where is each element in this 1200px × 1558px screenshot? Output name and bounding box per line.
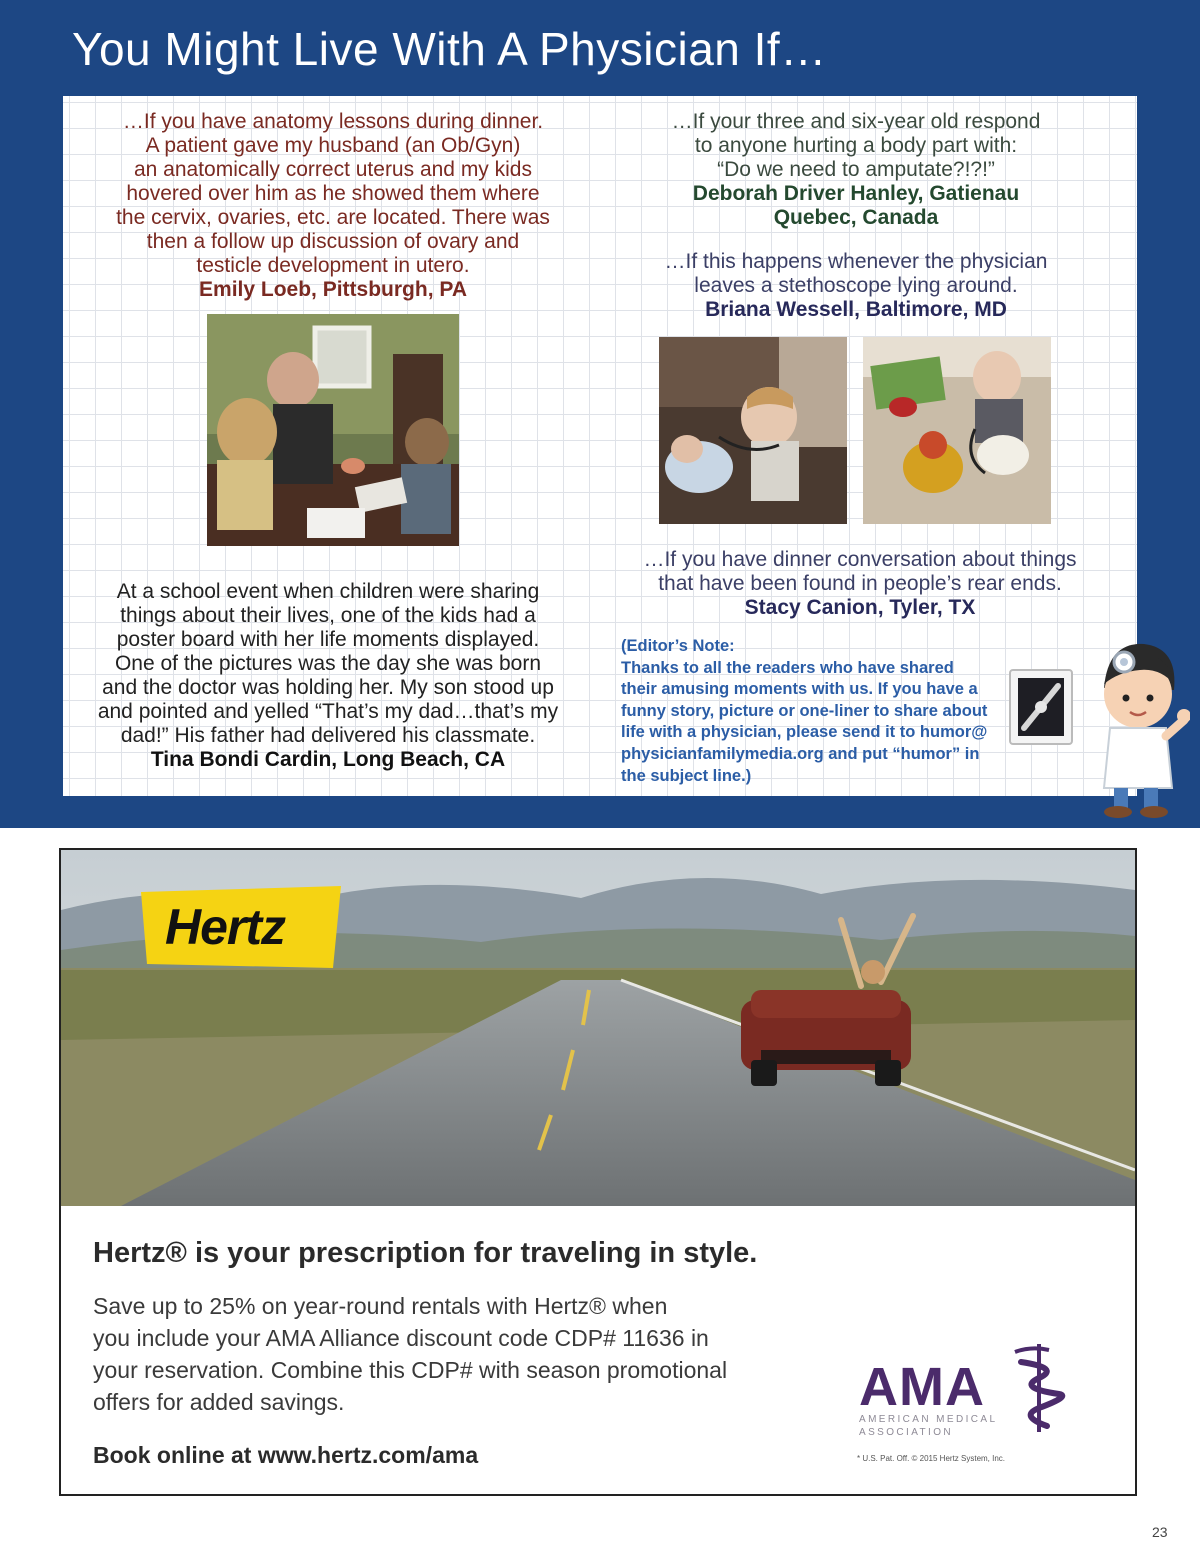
editor-note-line: life with a physician, please send it to humor@ — [621, 723, 988, 742]
ama-logo: AMA — [859, 1357, 985, 1417]
story-line: testicle development in utero. — [196, 254, 470, 277]
story-briana — [636, 250, 1076, 322]
story-line: to anyone hurting a body part with: — [694, 134, 1018, 157]
ad-body-line: your reservation. Combine this CDP# with season promotional — [93, 1357, 728, 1383]
story-line: things about their lives, one of the kids had a — [120, 604, 536, 627]
hertz-advertisement[interactable] — [59, 848, 1137, 1496]
story-line: A patient gave my husband (an Ob/Gyn) — [145, 134, 521, 157]
story-line: then a follow up discussion of ovary and — [146, 230, 520, 253]
photo-anatomy-dinner — [207, 314, 459, 546]
story-line: …If you have anatomy lessons during dinner. — [122, 110, 544, 133]
page-title: You Might Live With A Physician If… — [72, 23, 827, 75]
ad-fineprint: * U.S. Pat. Off. © 2015 Hertz System, Inc. — [857, 1454, 1006, 1463]
story-tina — [78, 580, 578, 772]
story-line: …If this happens whenever the physician — [664, 250, 1048, 273]
editor-note-line: their amusing moments with us. If you have a — [621, 680, 978, 699]
story-line: dad!” His father had delivered his classmate. — [120, 724, 536, 747]
ad-body-line: Save up to 25% on year-round rentals with Hertz® when — [93, 1293, 668, 1319]
editor-note — [621, 636, 1011, 787]
ama-name-line: ASSOCIATION — [859, 1427, 954, 1438]
story-line: One of the pictures was the day she was born — [114, 652, 542, 675]
story-deborah — [636, 110, 1076, 230]
editor-note-line: (Editor’s Note: — [621, 637, 735, 655]
ama-name-line: AMERICAN MEDICAL — [859, 1414, 998, 1425]
ad-body-line: you include your AMA Alliance discount code CDP# 11636 in — [93, 1325, 709, 1351]
ama-name — [859, 1413, 1029, 1439]
ad-booking-link[interactable]: Book online at www.hertz.com/ama — [93, 1442, 479, 1468]
story-author: Tina Bondi Cardin, Long Beach, CA — [150, 748, 506, 771]
story-emily — [96, 110, 570, 302]
editor-note-line: the subject line.) — [621, 766, 752, 785]
ad-body — [93, 1290, 833, 1418]
story-line: and the doctor was holding her. My son stood up — [102, 676, 554, 699]
story-line: …If your three and six-year old respond — [671, 110, 1041, 133]
photo-baby-stethoscope — [659, 337, 847, 524]
ad-headline: Hertz® is your prescription for traveling in style. — [93, 1237, 758, 1269]
story-line: and pointed and yelled “That’s my dad…that’s my — [97, 700, 559, 723]
story-author: Briana Wessell, Baltimore, MD — [705, 298, 1007, 321]
story-author: Quebec, Canada — [773, 206, 939, 229]
story-line: leaves a stethoscope lying around. — [694, 274, 1018, 297]
story-line: …If you have dinner conversation about things — [643, 548, 1077, 571]
page-number: 23 — [1152, 1524, 1168, 1540]
story-line: “Do we need to amputate?!?!” — [717, 158, 995, 181]
editor-note-line: physicianfamilymedia.org and put “humor” in — [621, 744, 980, 763]
editor-note-line: Thanks to all the readers who have shared — [621, 658, 954, 677]
doctor-cartoon-icon — [1074, 628, 1190, 818]
story-stacy — [600, 548, 1120, 620]
story-line: poster board with her life moments displayed. — [116, 628, 540, 651]
story-author: Stacy Canion, Tyler, TX — [744, 596, 976, 619]
story-author: Emily Loeb, Pittsburgh, PA — [199, 278, 467, 301]
xray-icon — [1008, 668, 1074, 746]
story-line: hovered over him as he showed them where — [126, 182, 540, 205]
story-line: that have been found in people’s rear ends. — [658, 572, 1062, 595]
story-line: the cervix, ovaries, etc. are located. There was — [116, 206, 550, 229]
editor-note-line: funny story, picture or one-liner to share about — [621, 701, 988, 720]
hertz-logo-text: Hertz — [165, 899, 286, 955]
story-line: an anatomically correct uterus and my kids — [133, 158, 532, 181]
story-line: At a school event when children were sharing — [116, 580, 540, 603]
ad-body-line: offers for added savings. — [93, 1389, 345, 1415]
story-author: Deborah Driver Hanley, Gatienau — [692, 182, 1020, 205]
photo-toddler-stethoscope — [863, 337, 1051, 524]
